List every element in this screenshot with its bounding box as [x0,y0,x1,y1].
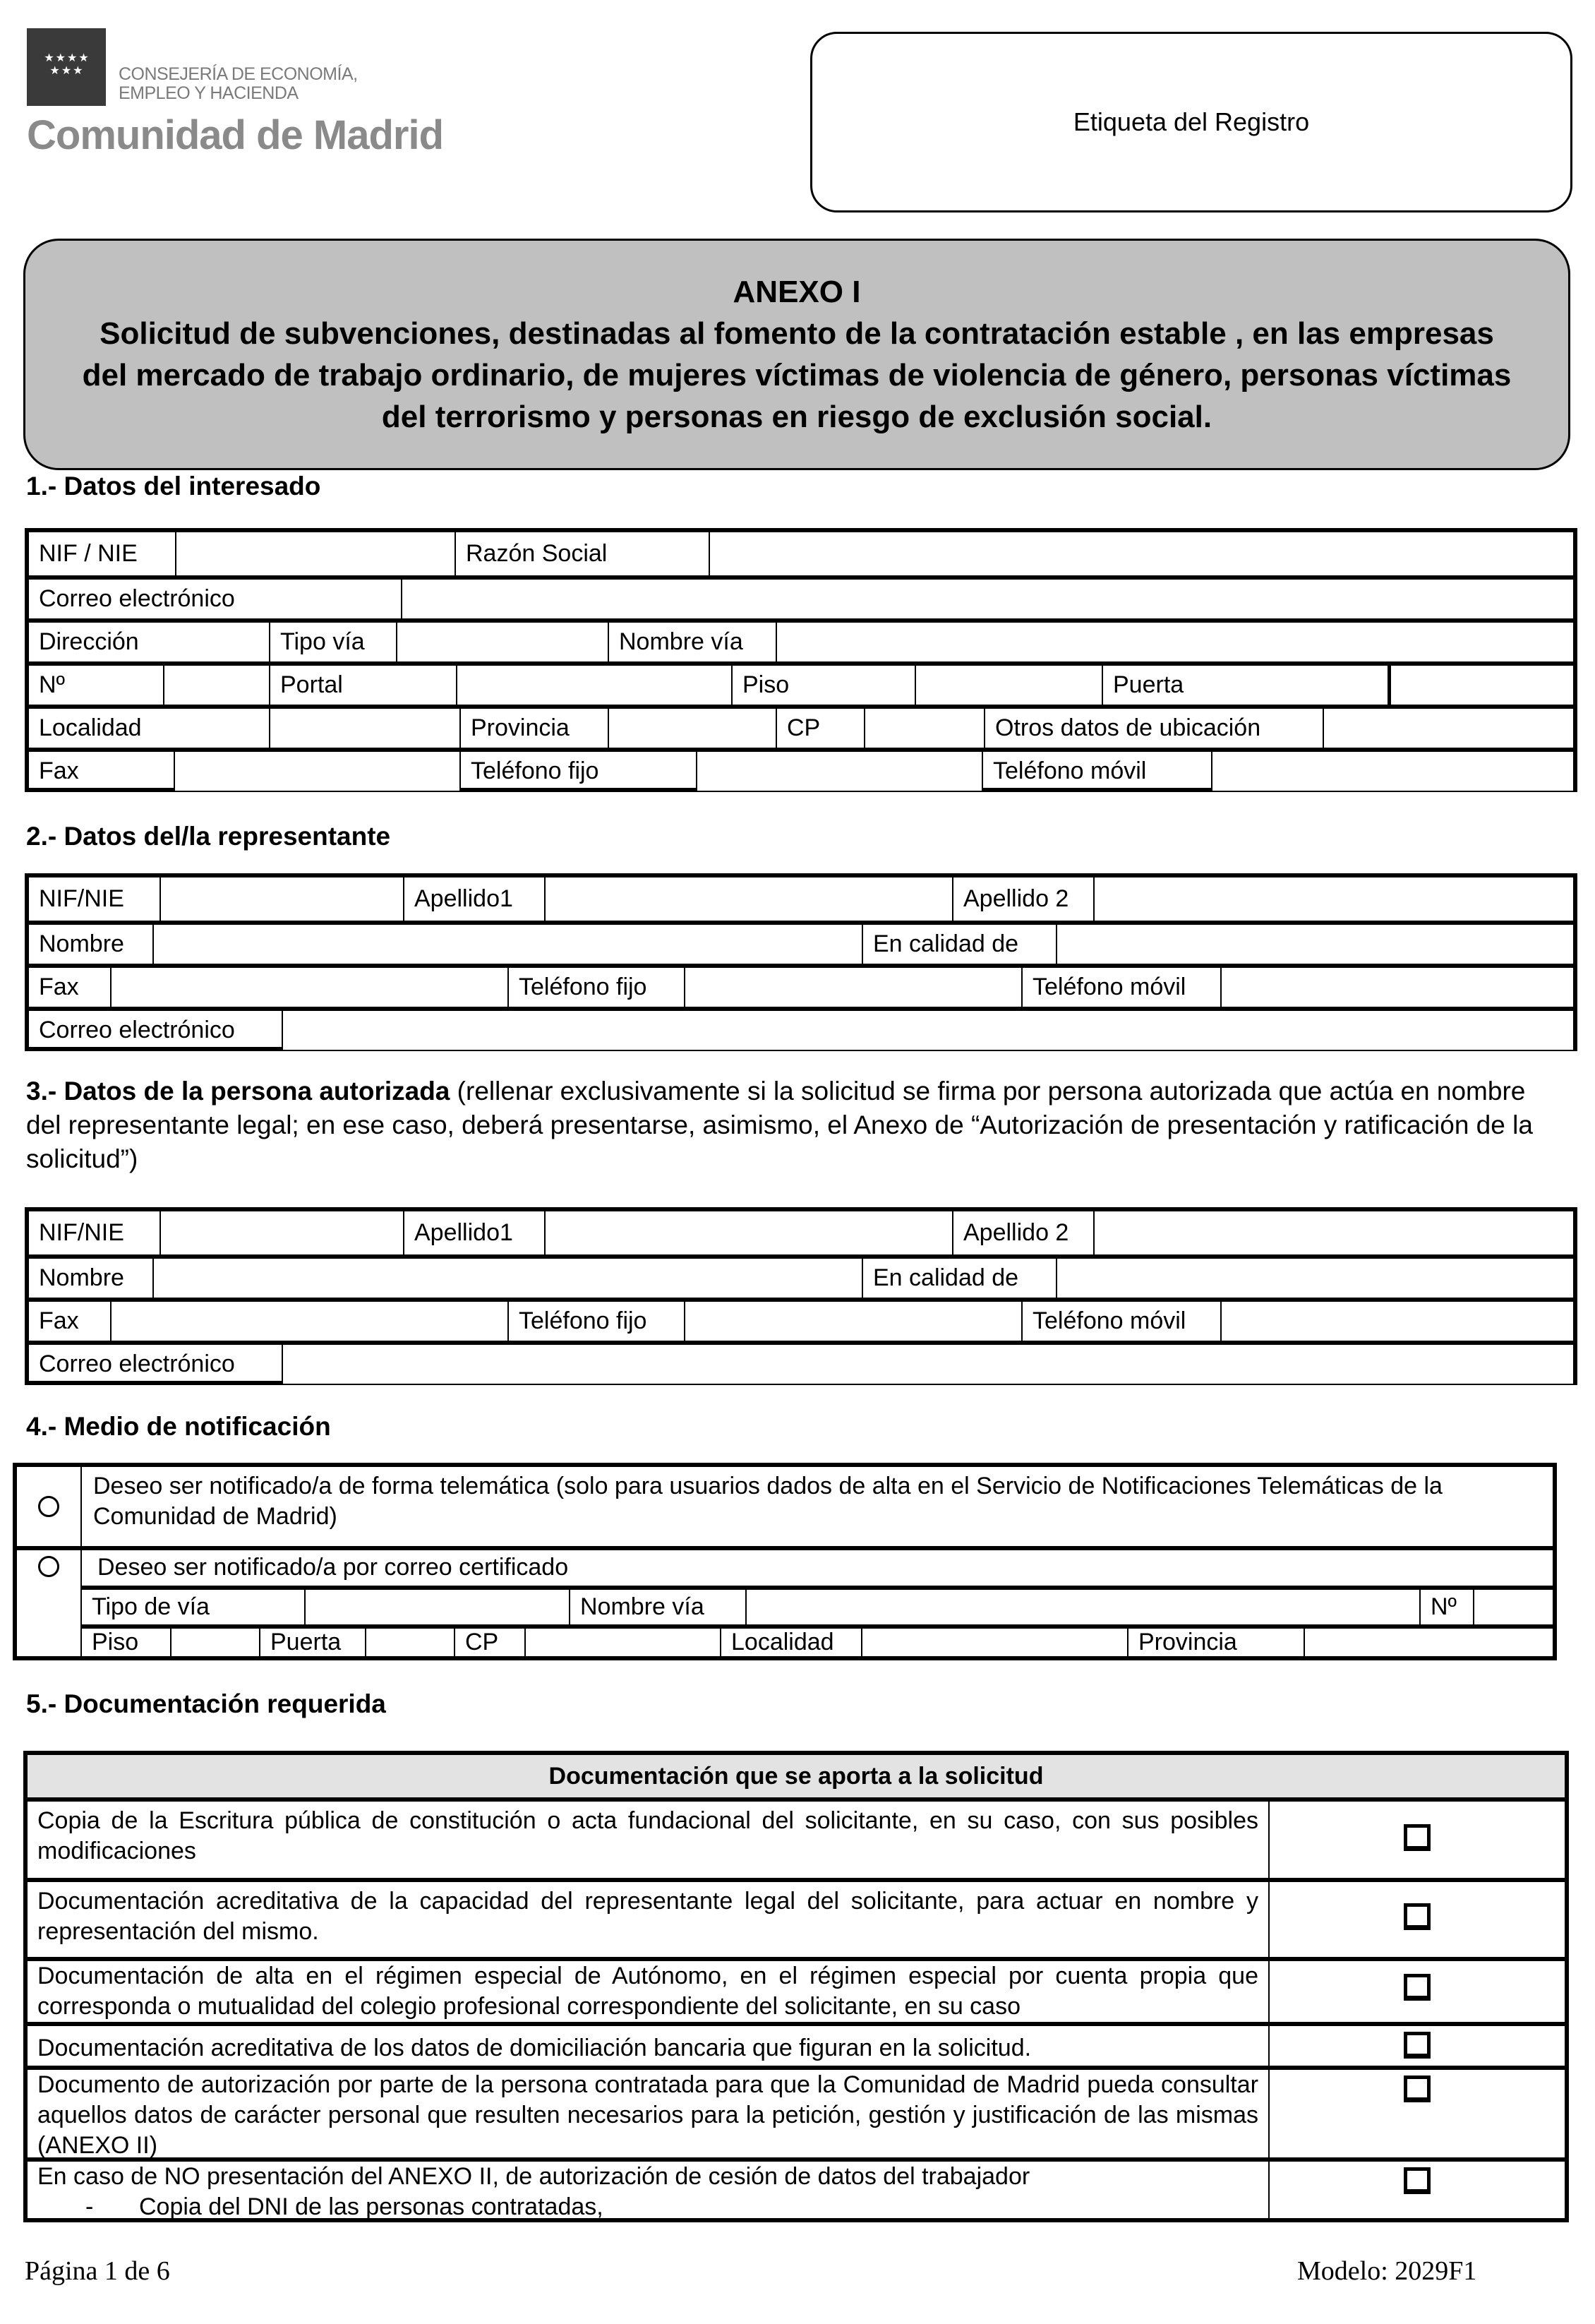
notif-label-nombre-via: Nombre vía [569,1590,745,1625]
document-row [28,2022,1565,2066]
auth-correo-input[interactable] [282,1345,1573,1384]
document-text: Documentación de alta en el régimen especial de Autónomo, en el régimen especial por cuenta propia que corresponda o mutualidad del colegio profesional correspondiente del solicitante, en su caso [28,1961,1270,2022]
document-row [28,2066,1565,2157]
auth-label-apellido2: Apellido 2 [952,1211,1093,1254]
label-tipo-via: Tipo vía [269,623,396,661]
notif-label-piso: Piso [92,1629,139,1655]
document-text [28,2162,1270,2218]
auth-en-calidad-de-input[interactable] [1056,1259,1573,1298]
notif-nombre-via-input[interactable] [745,1590,1419,1625]
document-checkbox[interactable] [1404,1974,1431,2001]
auth-label-telefono-movil: Teléfono móvil [1021,1302,1220,1341]
auth-telefono-movil-input[interactable] [1220,1302,1573,1341]
notif-label-numero: Nº [1419,1590,1473,1625]
telefono-movil-input[interactable] [1211,752,1573,791]
numero-input[interactable] [163,666,269,705]
label-portal: Portal [269,666,456,705]
label-fax: Fax [39,757,79,784]
section4-heading: 4.- Medio de notificación [26,1412,331,1441]
rep-label-nif: NIF/NIE [39,885,124,912]
tipo-via-input[interactable] [396,623,608,661]
fax-input[interactable] [174,752,459,791]
form-description: Solicitud de subvenciones, destinadas al fomento de la contratación estable , en las empresas del mercado de trabajo ordinario, de mujeres víctimas de violencia de género, personas víctimas del terrorismo y personas en riesgo de exclusión social. [82,316,1512,434]
model-number: Modelo: 2029F1 [1297,2256,1477,2286]
notif-numero-input[interactable] [1473,1590,1553,1625]
rep-en-calidad-de-input[interactable] [1056,925,1573,964]
section3-title: 3.- Datos de la persona autorizada [26,1077,450,1106]
label-telefono-fijo: Teléfono fijo [459,752,696,791]
department-name [119,65,358,103]
document-subitem-text: Copia del DNI de las personas contratadas, [139,2193,603,2220]
label-puerta: Puerta [1102,666,1388,705]
document-text: Documentación acreditativa de la capacidad del representante legal del solicitante, para actuar en nombre y representación del mismo. [28,1882,1270,1957]
notification-table [13,1463,1557,1660]
representative-data-table [25,873,1577,1051]
rep-fax-input[interactable] [110,968,507,1007]
label-otros-datos: Otros datos de ubicación [984,709,1323,748]
document-subitem [37,2192,1258,2222]
label-piso: Piso [731,666,915,705]
documents-table-header: Documentación que se aporta a la solicitud [28,1755,1565,1797]
auth-label-nif: NIF/NIE [39,1219,124,1246]
logo-mark [27,28,106,106]
nombre-via-input[interactable] [776,623,1573,661]
radio-telematica[interactable] [38,1496,59,1517]
auth-fax-input[interactable] [110,1302,507,1341]
rep-nif-input[interactable] [160,878,403,921]
rep-telefono-fijo-input[interactable] [684,968,1021,1007]
notif-piso-input[interactable] [170,1629,259,1656]
notif-cp-input[interactable] [524,1629,720,1656]
document-text: Copia de la Escritura pública de constitución o acta fundacional del solicitante, en su caso, con sus posibles modificaciones [28,1802,1270,1878]
document-main-text: En caso de NO presentación del ANEXO II, de autorización de cesión de datos del trabajador [37,2163,1030,2190]
auth-apellido1-input[interactable] [544,1211,952,1254]
auth-label-apellido1: Apellido1 [403,1211,544,1254]
organization-logo [27,28,521,158]
label-provincia: Provincia [459,709,608,748]
rep-apellido1-input[interactable] [544,878,952,921]
section3-note: (rellenar exclusivamente si la solicitud se firma por persona autorizada que actúa en nombre del representante legal; en ese caso, deberá presentarse, asimismo, el Anexo de “Autorización de presentación y ratificación de la solicitud”) [26,1077,1533,1173]
otros-datos-input[interactable] [1323,709,1573,748]
notif-label-tipo-via: Tipo de vía [92,1593,210,1620]
piso-input[interactable] [915,666,1102,705]
rep-label-telefono-movil: Teléfono móvil [1021,968,1220,1007]
document-row [28,2157,1565,2218]
label-nombre-via: Nombre vía [608,623,776,661]
notif-label-cp: CP [454,1629,524,1656]
option-correo-label: Deseo ser notificado/a por correo certificado [82,1550,1553,1590]
document-checkbox[interactable] [1404,1903,1431,1930]
razon-social-input[interactable] [709,532,1573,575]
document-row [28,1797,1565,1878]
auth-label-en-calidad-de: En calidad de [862,1259,1056,1298]
label-telefono-movil: Teléfono móvil [982,752,1211,791]
rep-label-telefono-fijo: Teléfono fijo [507,968,684,1007]
document-text: Documentación acreditativa de los datos de domiciliación bancaria que figuran en la solicitud. [28,2026,1270,2066]
rep-label-apellido2: Apellido 2 [952,878,1093,921]
notif-puerta-input[interactable] [365,1629,454,1656]
auth-label-correo: Correo electrónico [39,1350,235,1377]
label-cp: CP [776,709,864,748]
rep-nombre-input[interactable] [152,925,862,964]
registry-label-box [810,32,1572,212]
auth-label-nombre: Nombre [39,1264,124,1291]
section3-heading [26,1074,1565,1176]
auth-label-telefono-fijo: Teléfono fijo [507,1302,684,1341]
rep-telefono-movil-input[interactable] [1220,968,1573,1007]
auth-nif-input[interactable] [160,1211,403,1254]
section2-heading: 2.- Datos del/la representante [26,822,391,851]
document-checkbox[interactable] [1404,2076,1431,2102]
cp-input[interactable] [864,709,984,748]
option-telematica-label: Deseo ser notificado/a de forma telemática (solo para usuarios dados de alta en el Servicio de Notificaciones Telemáticas de la Comunidad de Madrid) [93,1473,1443,1530]
document-row [28,1878,1565,1957]
label-correo: Correo electrónico [39,585,235,612]
rep-label-apellido1: Apellido1 [403,878,544,921]
bullet-dash-icon: - [85,2193,94,2220]
document-row [28,1957,1565,2022]
portal-input[interactable] [456,666,731,705]
auth-telefono-fijo-input[interactable] [684,1302,1021,1341]
correo-input[interactable] [401,580,1573,618]
label-razon-social: Razón Social [455,532,709,575]
label-direccion: Dirección [39,628,139,655]
notif-label-puerta: Puerta [259,1629,365,1656]
rep-label-correo: Correo electrónico [39,1017,235,1043]
auth-label-fax: Fax [39,1307,79,1334]
department-line2: EMPLEO Y HACIENDA [119,83,299,103]
title-box [23,239,1570,470]
rep-label-en-calidad-de: En calidad de [862,925,1056,964]
notif-localidad-input[interactable] [861,1629,1127,1656]
annex-title: ANEXO I [733,275,861,309]
document-checkbox[interactable] [1404,2167,1431,2194]
registry-label: Etiqueta del Registro [1073,107,1310,136]
notif-provincia-input[interactable] [1304,1629,1553,1656]
applicant-data-table [25,528,1577,792]
localidad-input[interactable] [269,709,459,748]
organization-name: Comunidad de Madrid [27,112,443,158]
telefono-fijo-input[interactable] [696,752,982,791]
notif-label-localidad: Localidad [720,1629,861,1656]
section5-heading: 5.- Documentación requerida [26,1689,386,1718]
notif-tipo-via-input[interactable] [304,1590,569,1625]
rep-label-fax: Fax [39,974,79,1000]
document-text: Documento de autorización por parte de la persona contratada para que la Comunidad de Madrid pueda consultar aquellos datos de carácter personal que resulten necesarios para la petición, gestión y justificación de las mismas (ANEXO II) [28,2070,1270,2157]
stars-icon: ★★★★ ★★★ [44,52,90,77]
auth-apellido2-input[interactable] [1093,1211,1573,1254]
label-numero: Nº [39,671,65,698]
auth-nombre-input[interactable] [152,1259,862,1298]
department-line1: CONSEJERÍA DE ECONOMÍA, [119,64,358,84]
rep-correo-input[interactable] [282,1011,1573,1050]
rep-apellido2-input[interactable] [1093,878,1573,921]
label-localidad: Localidad [39,714,142,741]
page-number: Página 1 de 6 [25,2256,170,2286]
section1-heading: 1.- Datos del interesado [26,472,321,501]
authorized-person-table [25,1207,1577,1385]
document-checkbox[interactable] [1404,1824,1431,1851]
documents-table [23,1751,1569,2222]
radio-correo-certificado[interactable] [38,1556,59,1577]
puerta-input[interactable] [1388,666,1573,705]
nif-input[interactable] [175,532,455,575]
notif-label-provincia: Provincia [1127,1629,1304,1656]
document-checkbox[interactable] [1404,2032,1431,2059]
rep-label-nombre: Nombre [39,930,124,957]
label-nif: NIF / NIE [39,540,138,567]
provincia-input[interactable] [608,709,776,748]
